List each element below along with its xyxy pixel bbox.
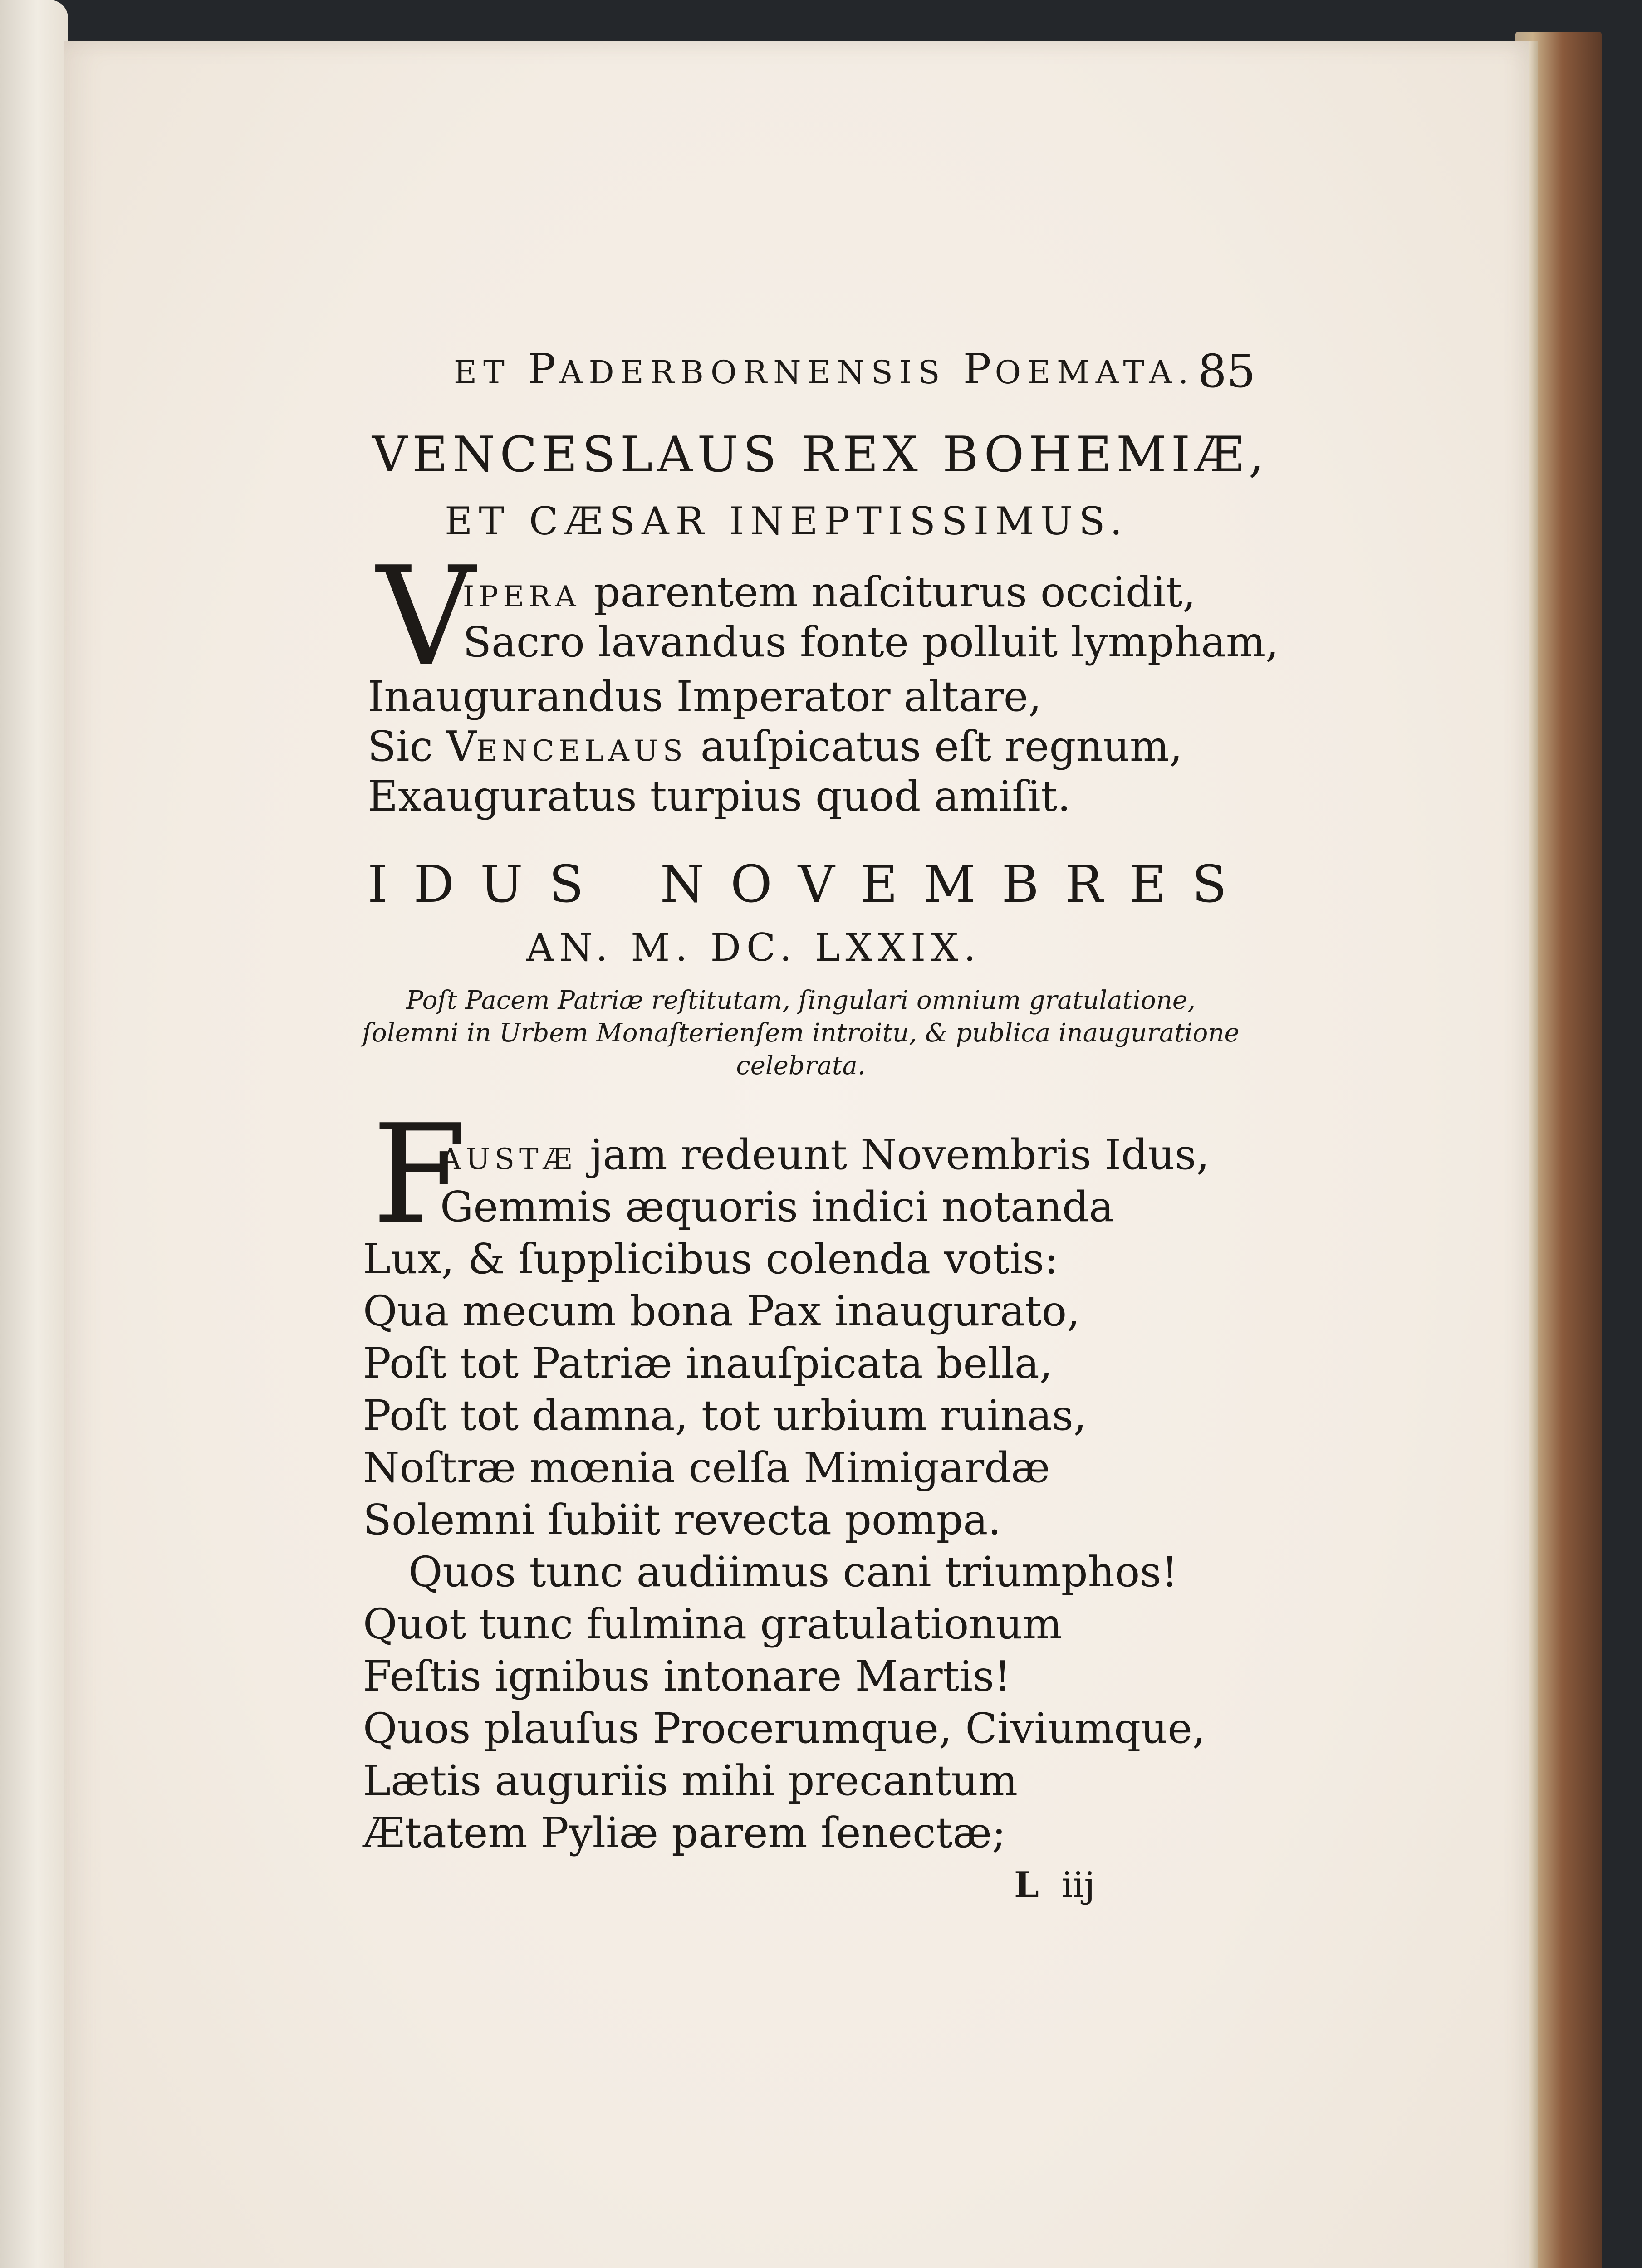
heading-letter: R	[1064, 855, 1106, 914]
heading-letter: E	[860, 855, 901, 914]
heading-letter: E	[1129, 855, 1169, 914]
heading-gap	[610, 855, 637, 914]
poem1-title-line2: ET CÆSAR INEPTISSIMUS.	[445, 499, 1129, 543]
poem1-drop-cap: V	[377, 538, 475, 696]
page-number: 85	[1198, 345, 1256, 398]
poem1-line1	[463, 568, 1196, 616]
poem2-line: Solemni ſubiit revecta pompa.	[363, 1496, 1001, 1544]
poem1-line5: Exauguratus turpius quod amiſit.	[368, 772, 1071, 821]
poem1-line4-smallcaps: ENCELAUS	[476, 734, 687, 768]
poem2-line: Poſt tot Patriæ inauſpicata bella,	[363, 1339, 1053, 1388]
poem2-line: Quos tunc audiimus cani triumphos!	[408, 1548, 1178, 1596]
poem2-line: Feſtis ignibus intonare Martis!	[363, 1652, 1011, 1701]
poem2-line: Quos plauſus Procerumque, Civiumque,	[363, 1704, 1206, 1753]
poem1-line1-smallcaps: IPERA	[463, 580, 581, 614]
signature-number: iij	[1061, 1865, 1095, 1906]
heading-letter: U	[480, 855, 526, 914]
running-head	[454, 345, 1195, 393]
running-head-et: ET	[454, 354, 511, 391]
heading-letter: D	[413, 855, 457, 914]
heading-letter: S	[1192, 855, 1230, 914]
poem2-line: Poſt tot damna, tot urbium ruinas,	[363, 1391, 1087, 1440]
heading-letter: O	[730, 855, 775, 914]
running-head-p1: P	[528, 345, 559, 393]
poem2-line: Qua mecum bona Pax inaugurato,	[363, 1287, 1080, 1335]
signature-mark	[1014, 1864, 1095, 1906]
heading-letter: B	[1001, 855, 1042, 914]
poem2-line1-rest: jam redeunt Novembris Idus,	[576, 1130, 1210, 1179]
poem1-line2: Sacro lavandus fonte polluit lympham,	[463, 618, 1279, 666]
heading-letter: M	[923, 855, 979, 914]
poem1-title-line1: VENCESLAUS REX BOHEMIÆ,	[372, 426, 1269, 483]
book-page	[64, 41, 1529, 2268]
running-head-oemata: OEMATA.	[995, 354, 1195, 391]
poem2-heading	[368, 855, 1230, 914]
poem1-line4-start: Sic V	[368, 722, 476, 771]
poem2-line: Quot tunc fulmina gratulationum	[363, 1600, 1062, 1648]
running-head-p2: P	[963, 345, 995, 393]
poem2-line: Noſtræ mœnia celſa Mimigardæ	[363, 1443, 1050, 1492]
poem2-line: Lux, & ſupplicibus colenda votis:	[363, 1235, 1059, 1283]
poem2-line1	[440, 1130, 1210, 1179]
poem1-line3: Inaugurandus Imperator altare,	[368, 672, 1042, 721]
running-head-aderbornensis: ADERBORNENSIS	[559, 354, 946, 391]
poem2-line: Lætis auguriis mihi precantum	[363, 1756, 1018, 1805]
heading-letter: V	[798, 855, 838, 914]
poem2-drop-cap: F	[372, 1095, 467, 1254]
heading-letter: I	[368, 855, 391, 914]
poem2-line1-smallcaps: AUSTÆ	[440, 1143, 577, 1176]
poem2-line: Ætatem Pyliæ parem ſenectæ;	[363, 1809, 1006, 1857]
heading-letter: S	[549, 855, 587, 914]
poem1-line4-rest: auſpicatus eſt regnum,	[687, 722, 1183, 771]
signature-letter: L	[1014, 1864, 1039, 1906]
poem2-line: Gemmis æquoris indici notanda	[440, 1183, 1114, 1231]
poem1-line4	[368, 722, 1183, 771]
poem2-year: AN. M. DC. LXXIX.	[526, 925, 981, 970]
heading-letter: N	[660, 855, 707, 914]
left-page-edge	[0, 0, 68, 2268]
poem1-line1-rest: parentem naſciturus occidit,	[580, 568, 1196, 616]
poem2-subtitle: Poſt Pacem Patriæ reſtitutam, ſingulari omnium gratulatione, ſolemni in Urbem Monaſterienſem introitu, & publica inauguratione celebrata.	[362, 986, 1240, 1080]
